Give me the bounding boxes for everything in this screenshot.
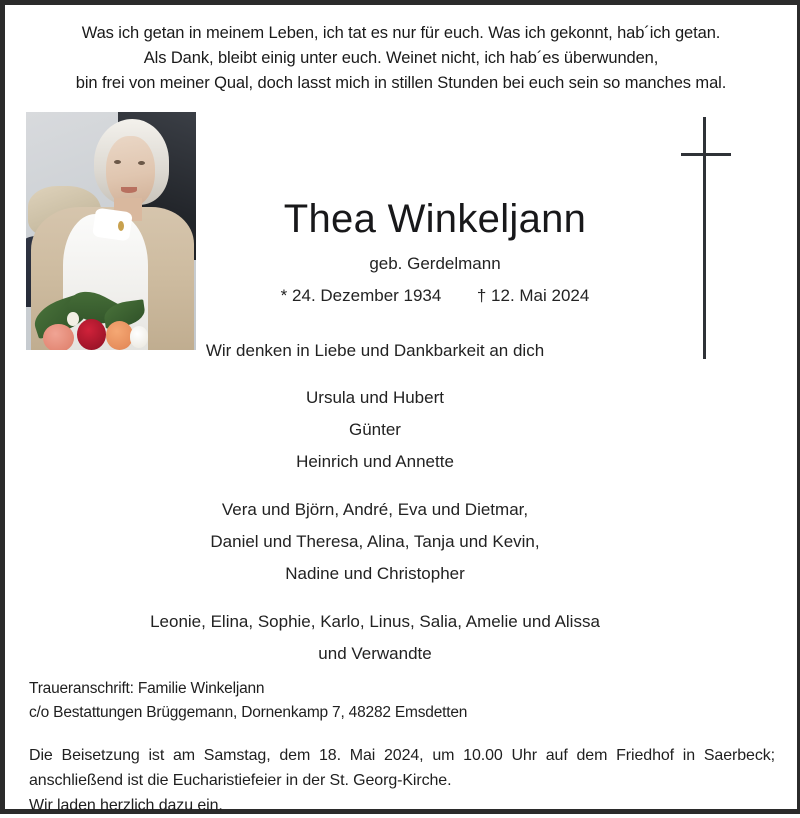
deceased-name: Thea Winkeljann bbox=[283, 197, 587, 241]
address-line: c/o Bestattungen Brüggemann, Dornenkamp 7, 48282 Emsdetten bbox=[29, 704, 468, 721]
family-line: und Verwandte bbox=[318, 644, 432, 663]
family-line: Ursula und Hubert bbox=[306, 388, 444, 407]
family-line: Heinrich und Annette bbox=[296, 452, 454, 471]
funeral-details-block bbox=[29, 743, 775, 818]
birth-symbol: * bbox=[280, 286, 288, 305]
life-dates bbox=[205, 283, 665, 309]
memorial-poem bbox=[5, 5, 797, 96]
family-line: Leonie, Elina, Sophie, Karlo, Linus, Salia, Amelie und Alissa bbox=[150, 612, 600, 631]
photo-flower bbox=[67, 312, 79, 326]
family-group-grandchildren bbox=[85, 494, 665, 590]
death-symbol: † bbox=[476, 286, 487, 305]
funeral-info-text: Die Beisetzung ist am Samstag, dem 18. Mai 2024, um 10.00 Uhr auf dem Friedhof in Saerbeck; anschließend ist die Eucharistiefeier in der St. Georg-Kirche. bbox=[29, 747, 775, 789]
photo-eye-right bbox=[138, 161, 145, 165]
memorial-line: Wir denken in Liebe und Dankbarkeit an dich bbox=[205, 341, 545, 360]
poem-line-2: Als Dank, bleibt einig unter euch. Weinet nicht, ich hab´es überwunden, bbox=[143, 49, 659, 67]
address-line: Traueranschrift: Familie Winkeljann bbox=[29, 680, 265, 697]
maiden-name: geb. Gerdelmann bbox=[369, 254, 501, 273]
family-block bbox=[85, 338, 665, 686]
deceased-identity-block bbox=[205, 195, 665, 309]
poem-line-1: Was ich getan in meinem Leben, ich tat es nur für euch. Was ich gekonnt, hab´ich getan. bbox=[81, 24, 721, 42]
family-line: Nadine und Christopher bbox=[285, 564, 465, 583]
poem-line-3: bin frei von meiner Qual, doch lasst mich in stillen Stunden bei euch sein so manches mal. bbox=[75, 74, 727, 92]
photo-flower bbox=[43, 324, 74, 350]
family-group-great-grandchildren bbox=[85, 606, 665, 670]
photo-mouth bbox=[121, 187, 137, 193]
photo-face bbox=[106, 136, 155, 207]
birth-date: 24. Dezember 1934 bbox=[292, 286, 442, 305]
mourning-address-block bbox=[29, 677, 769, 725]
family-group-children bbox=[85, 382, 665, 478]
family-line: Günter bbox=[349, 420, 401, 439]
photo-eye-left bbox=[114, 160, 121, 164]
cross-horizontal-bar bbox=[681, 153, 731, 156]
funeral-closing-text: Wir laden herzlich dazu ein. bbox=[29, 797, 223, 814]
family-line: Vera und Björn, André, Eva und Dietmar, bbox=[221, 500, 529, 519]
family-line: Daniel und Theresa, Alina, Tanja und Kevin, bbox=[210, 532, 540, 551]
deceased-portrait-photo bbox=[26, 112, 196, 350]
death-date: 12. Mai 2024 bbox=[491, 286, 590, 305]
photo-collar bbox=[92, 207, 133, 240]
portrait-illustration bbox=[26, 112, 196, 350]
christian-cross-icon bbox=[681, 117, 731, 359]
